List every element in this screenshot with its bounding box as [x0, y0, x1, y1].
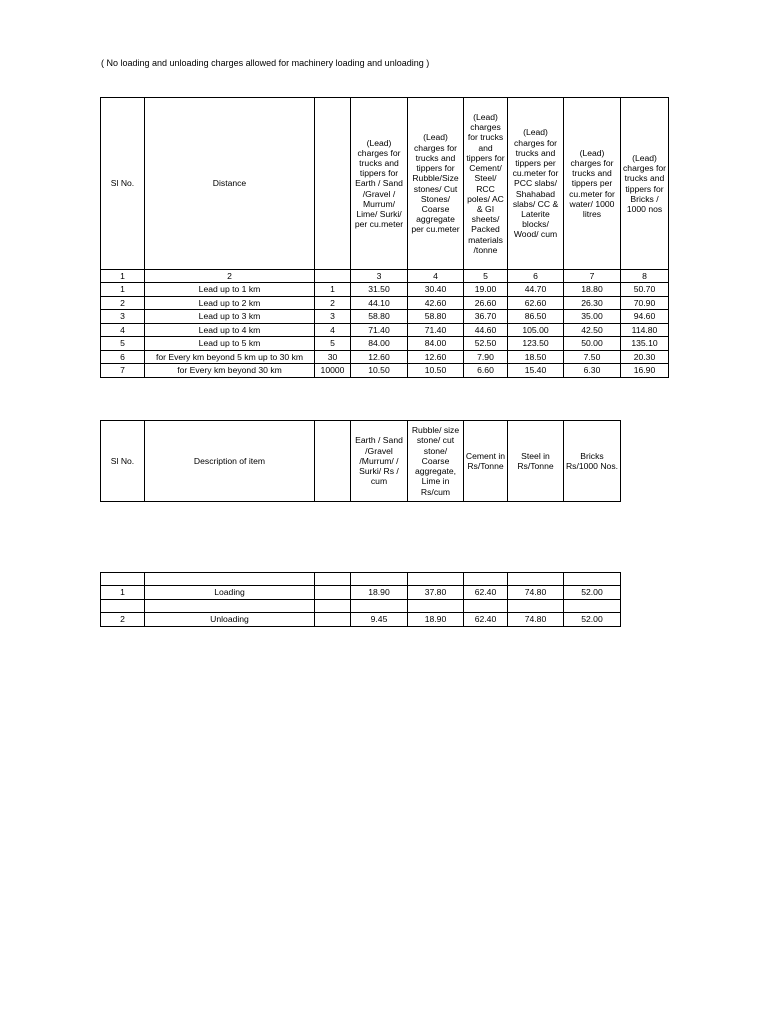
table-cell: 52.50 [464, 337, 508, 351]
table-row [101, 310, 669, 324]
table-cell: 7 [564, 270, 621, 283]
table-cell: 31.50 [351, 283, 408, 297]
table-cell: 35.00 [564, 310, 621, 324]
table-cell: 62.60 [508, 296, 564, 310]
table-cell: 1 [315, 283, 351, 297]
table-cell [315, 270, 351, 283]
table-cell: 16.90 [621, 364, 669, 378]
table-cell: 74.80 [508, 613, 564, 627]
item-rates-header-table [100, 420, 621, 502]
table-cell: 7 [101, 364, 145, 378]
table-row [101, 296, 669, 310]
table-cell: 4 [408, 270, 464, 283]
table-cell: 1 [101, 586, 145, 600]
table-cell: 9.45 [351, 613, 408, 627]
table-cell: 3 [101, 310, 145, 324]
table-cell: for Every km beyond 5 km up to 30 km [145, 350, 315, 364]
table-cell: 71.40 [408, 323, 464, 337]
header-water: (Lead) charges for trucks and tippers per cu.meter for water/ 1000 litres [564, 98, 621, 270]
table-cell: 50.00 [564, 337, 621, 351]
table-cell: 1 [101, 283, 145, 297]
table-cell: 2 [145, 270, 315, 283]
header-row [101, 421, 621, 502]
table-cell: Lead up to 2 km [145, 296, 315, 310]
table-row [101, 337, 669, 351]
table-cell: 84.00 [408, 337, 464, 351]
table-row [101, 613, 621, 627]
table-cell: 36.70 [464, 310, 508, 324]
table-cell: 18.90 [408, 613, 464, 627]
table-cell: 10000 [315, 364, 351, 378]
table-cell: 3 [315, 310, 351, 324]
table-row [101, 586, 621, 600]
table-cell [315, 573, 351, 586]
table-cell: 52.00 [564, 613, 621, 627]
table-cell [564, 573, 621, 586]
table-cell: 6.30 [564, 364, 621, 378]
header-description: Description of item [145, 421, 315, 502]
table-cell: 44.60 [464, 323, 508, 337]
table-cell: 42.50 [564, 323, 621, 337]
header-steel: Steel in Rs/Tonne [508, 421, 564, 502]
table-cell: 30 [315, 350, 351, 364]
table-cell: 20.30 [621, 350, 669, 364]
note-text: ( No loading and unloading charges allowed for machinery loading and unloading ) [101, 58, 430, 68]
table-cell: 30.40 [408, 283, 464, 297]
table-row [101, 350, 669, 364]
table-row [101, 323, 669, 337]
header-earth-sand: Earth / Sand /Gravel /Murrum/ / Surki/ Rs / cum [351, 421, 408, 502]
table-cell: Lead up to 1 km [145, 283, 315, 297]
table-cell: Loading [145, 586, 315, 600]
table-cell: 5 [101, 337, 145, 351]
header-blank [315, 98, 351, 270]
table-cell: 44.70 [508, 283, 564, 297]
header-bricks: (Lead) charges for trucks and tippers for Bricks / 1000 nos [621, 98, 669, 270]
table-cell: 7.90 [464, 350, 508, 364]
table-cell: 18.50 [508, 350, 564, 364]
table-cell: 19.00 [464, 283, 508, 297]
table-cell [351, 573, 408, 586]
table-cell: 37.80 [408, 586, 464, 600]
table-cell: 105.00 [508, 323, 564, 337]
header-blank [315, 421, 351, 502]
table-cell: 58.80 [408, 310, 464, 324]
table-cell [408, 600, 464, 613]
table-cell [508, 600, 564, 613]
table-cell: 44.10 [351, 296, 408, 310]
loading-unloading-table [100, 572, 621, 627]
table-cell: 135.10 [621, 337, 669, 351]
table-cell: 2 [101, 613, 145, 627]
table-cell: 15.40 [508, 364, 564, 378]
table-cell: 12.60 [351, 350, 408, 364]
table-cell: 3 [351, 270, 408, 283]
table-cell: 62.40 [464, 613, 508, 627]
table-cell [351, 600, 408, 613]
table-cell: 1 [101, 270, 145, 283]
table-cell: for Every km beyond 30 km [145, 364, 315, 378]
table-cell: 86.50 [508, 310, 564, 324]
table-cell: 74.80 [508, 586, 564, 600]
header-earth-sand: (Lead) charges for trucks and tippers for Earth / Sand /Gravel / Murrum/ Lime/ Surki/ per cu.meter [351, 98, 408, 270]
table-cell: 114.80 [621, 323, 669, 337]
table-cell: 6 [508, 270, 564, 283]
table-cell [315, 586, 351, 600]
table-cell: 58.80 [351, 310, 408, 324]
table-row [101, 364, 669, 378]
table-cell: 4 [101, 323, 145, 337]
table-cell: 84.00 [351, 337, 408, 351]
table-cell: 71.40 [351, 323, 408, 337]
table-cell: Unloading [145, 613, 315, 627]
table-cell: Lead up to 3 km [145, 310, 315, 324]
table-cell [464, 600, 508, 613]
table-cell: 7.50 [564, 350, 621, 364]
table-cell [464, 573, 508, 586]
table-cell: 52.00 [564, 586, 621, 600]
table-cell: 18.90 [351, 586, 408, 600]
header-cement: Cement in Rs/Tonne [464, 421, 508, 502]
header-distance: Distance [145, 98, 315, 270]
table-cell [315, 600, 351, 613]
table-cell [101, 573, 145, 586]
header-cement-steel: (Lead) charges for trucks and tippers for Cement/ Steel/ RCC poles/ AC & GI sheets/ Packed materials /tonne [464, 98, 508, 270]
table-row [101, 600, 621, 613]
table-cell [564, 600, 621, 613]
table-cell: 6.60 [464, 364, 508, 378]
table-cell [101, 600, 145, 613]
table-cell [408, 573, 464, 586]
table-cell: 26.30 [564, 296, 621, 310]
table-cell: 10.50 [408, 364, 464, 378]
table-cell: 70.90 [621, 296, 669, 310]
table-cell: 5 [315, 337, 351, 351]
table-cell: 94.60 [621, 310, 669, 324]
table-cell: Lead up to 5 km [145, 337, 315, 351]
table-cell: 62.40 [464, 586, 508, 600]
header-bricks: Bricks Rs/1000 Nos. [564, 421, 621, 502]
header-sl-no: Sl No. [101, 421, 145, 502]
table-cell: 10.50 [351, 364, 408, 378]
table-row [101, 283, 669, 297]
table-cell: 12.60 [408, 350, 464, 364]
table-cell [145, 573, 315, 586]
header-sl-no: Sl No. [101, 98, 145, 270]
table-cell [145, 600, 315, 613]
table-cell: 123.50 [508, 337, 564, 351]
table-row [101, 573, 621, 586]
header-rubble: (Lead) charges for trucks and tippers for Rubble/Size stones/ Cut Stones/ Coarse aggregate per cu.meter [408, 98, 464, 270]
index-row [101, 270, 669, 283]
table-cell: 26.60 [464, 296, 508, 310]
lead-charges-table [100, 97, 669, 378]
table-cell: 2 [315, 296, 351, 310]
table-cell: Lead up to 4 km [145, 323, 315, 337]
table-cell [315, 613, 351, 627]
table-cell [508, 573, 564, 586]
table-cell: 6 [101, 350, 145, 364]
header-pcc-slabs: (Lead) charges for trucks and tippers per cu.meter for PCC slabs/ Shahabad slabs/ CC & Laterite blocks/ Wood/ cum [508, 98, 564, 270]
header-rubble: Rubble/ size stone/ cut stone/ Coarse aggregate, Lime in Rs/cum [408, 421, 464, 502]
table-cell: 50.70 [621, 283, 669, 297]
table-cell: 4 [315, 323, 351, 337]
header-row [101, 98, 669, 270]
table-cell: 8 [621, 270, 669, 283]
table-cell: 2 [101, 296, 145, 310]
table-cell: 18.80 [564, 283, 621, 297]
table-cell: 5 [464, 270, 508, 283]
table-cell: 42.60 [408, 296, 464, 310]
